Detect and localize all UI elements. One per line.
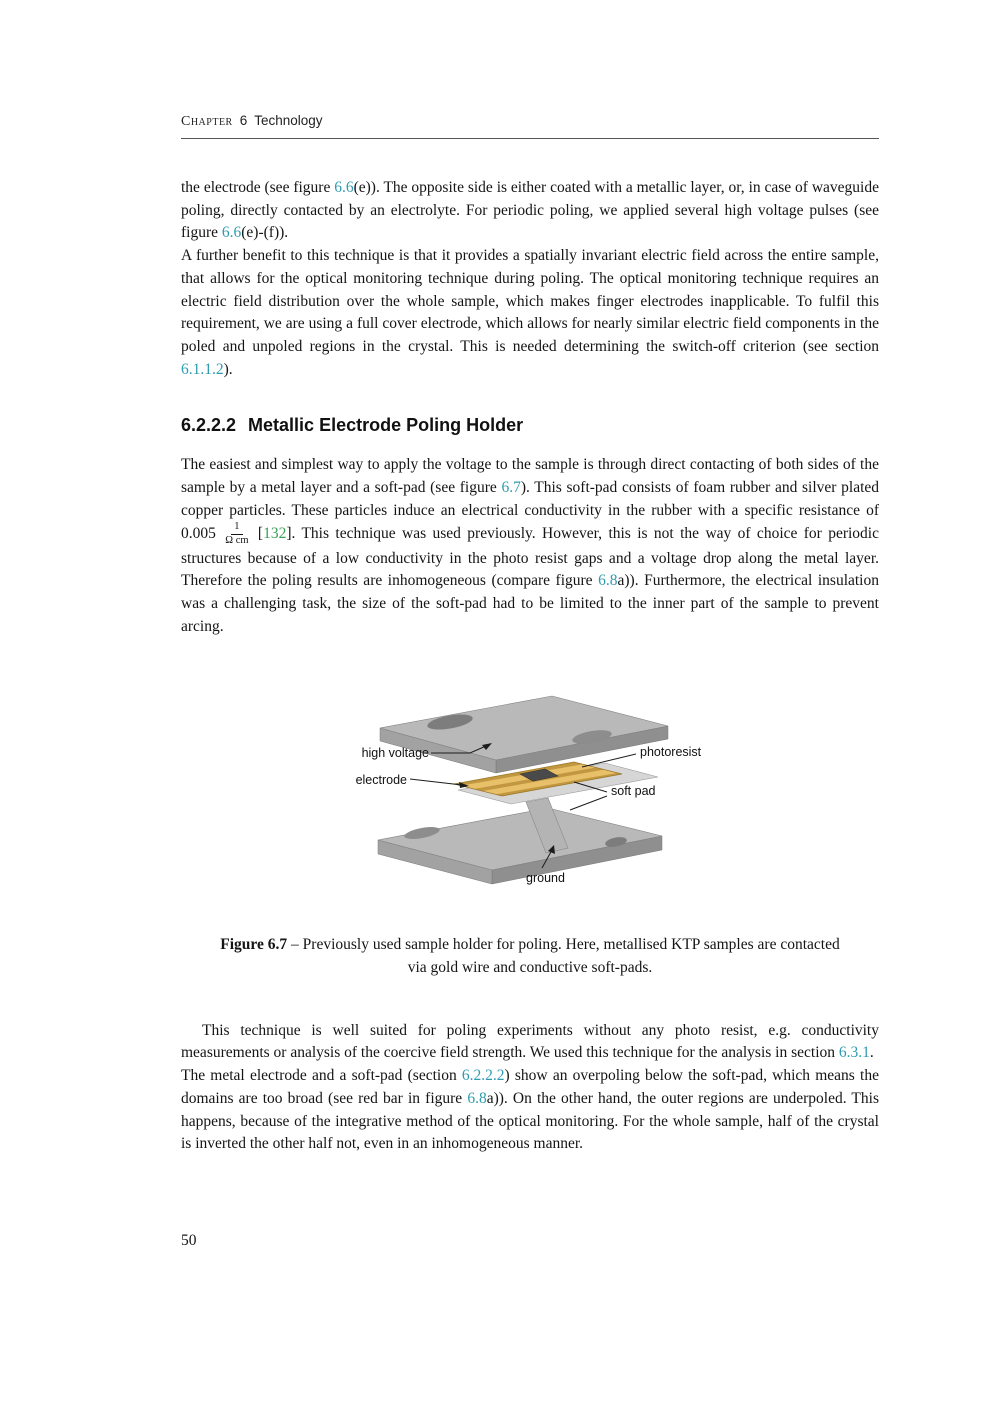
cross-reference-link[interactable]: 6.7 <box>501 479 521 497</box>
section-number: 6.2.2.2 <box>181 415 237 436</box>
page-content <box>181 112 879 1156</box>
paragraph <box>181 454 879 638</box>
cross-reference-link[interactable]: 6.1.1.2 <box>181 360 224 378</box>
cross-reference-link[interactable]: 6.3.1 <box>838 1044 870 1062</box>
top-plate <box>380 696 668 773</box>
text-run: ) show an overpoling below the soft-pad, which means the domains are too broad (see red bar in figure <box>181 1067 879 1107</box>
label-photoresist: photoresist <box>640 745 702 760</box>
page-number: 50 <box>181 1232 197 1249</box>
paragraph <box>181 177 879 245</box>
paragraph <box>181 1020 879 1065</box>
cross-reference-link[interactable]: 6.8 <box>598 572 618 590</box>
chapter-label: Chapter <box>181 114 233 129</box>
citation-link[interactable]: 132 <box>263 525 287 543</box>
text-run: The easiest and simplest way to apply the voltage to the sample is through direct contacting of both sides of the sample by a metal layer and a soft-pad (see figure <box>181 456 879 497</box>
text-run: [ <box>251 525 264 543</box>
cross-reference-link[interactable]: 6.2.2.2 <box>461 1067 505 1085</box>
paragraph <box>181 245 879 381</box>
label-soft-pad: soft pad <box>611 784 656 799</box>
section-heading <box>181 413 879 437</box>
figure-6-7 <box>330 690 730 910</box>
running-header <box>181 112 879 131</box>
text-run: (e)-(f)). <box>241 224 289 242</box>
label-high-voltage: high voltage <box>361 746 429 761</box>
chapter-number: 6 <box>239 113 248 128</box>
cross-reference-link[interactable]: 6.8 <box>467 1089 487 1107</box>
label-electrode: electrode <box>355 773 407 788</box>
text-run: ]. This technique was used previously. However, this is not the way of choice for periodic structures because of a low conductivity in the photo resist gaps and a voltage drop along the metal layer. Therefore the poling results are inhomogeneous (compare figure <box>181 525 879 590</box>
text-run: The metal electrode and a soft-pad (section <box>181 1067 462 1085</box>
label-ground: ground <box>526 871 565 886</box>
text-run: ). <box>223 360 233 378</box>
cross-reference-link[interactable]: 6.6 <box>221 224 242 242</box>
chapter-title: Technology <box>254 113 323 128</box>
text-run: a)). On the other hand, the outer regions are underpoled. This happens, because of the integrative method of the optical monitoring. For the whole sample, half of the crystal is inverted the other half not, even in an inhomogeneous manner. <box>181 1089 879 1153</box>
text-run: A further benefit to this technique is that it provides a spatially invariant electric field across the entire sample, that allows for the optical monitoring technique during poling. The optical monitoring technique requires an electric field distribution over the whole sample, which makes finger electrodes inapplicable. To fulfil this requirement, we are using a full cover electrode, which allows for nearly similar electric field components in the poled and unpoled regions in the crystal. This is needed determining the switch-off criterion (see section <box>181 247 879 355</box>
cross-reference-link[interactable]: 6.6 <box>334 179 354 196</box>
figure-caption <box>210 934 850 979</box>
header-divider <box>181 138 879 139</box>
text-run: a)). Furthermore, the electrical insulation was a challenging task, the size of the soft-pad had to be limited to the inner part of the sample to prevent arcing. <box>181 572 879 635</box>
text-run: This technique is well suited for poling experiments without any photo resist, e.g. conductivity measurements or analysis of the coercive field strength. We used this technique for the analysis in section <box>181 1021 879 1062</box>
bottom-plate <box>378 808 662 884</box>
text-run: . <box>869 1044 874 1062</box>
text-run: the electrode (see figure <box>181 179 335 196</box>
text-run: (e)). The opposite side is either coated with a metallic layer, or, in case of waveguide poling, directly contacted by an electrolyte. For periodic poling, we applied several high voltage pulses (see figure <box>181 179 879 242</box>
section-title: Metallic Electrode Poling Holder <box>248 415 524 436</box>
text-run: Figure 6.7 <box>220 936 288 954</box>
text-run: – Previously used sample holder for poling. Here, metallised KTP samples are contacted via gold wire and conductive soft-pads. <box>287 936 840 977</box>
inline-fraction: $\frac{1}{\text{Ω cm}}$ <box>225 521 249 546</box>
paragraph <box>181 1065 879 1156</box>
text-run: ). This soft-pad consists of foam rubber and silver plated copper particles. These particles induce an electrical conductivity in the rubber with a specific resistance of 0.005 <box>181 479 880 543</box>
